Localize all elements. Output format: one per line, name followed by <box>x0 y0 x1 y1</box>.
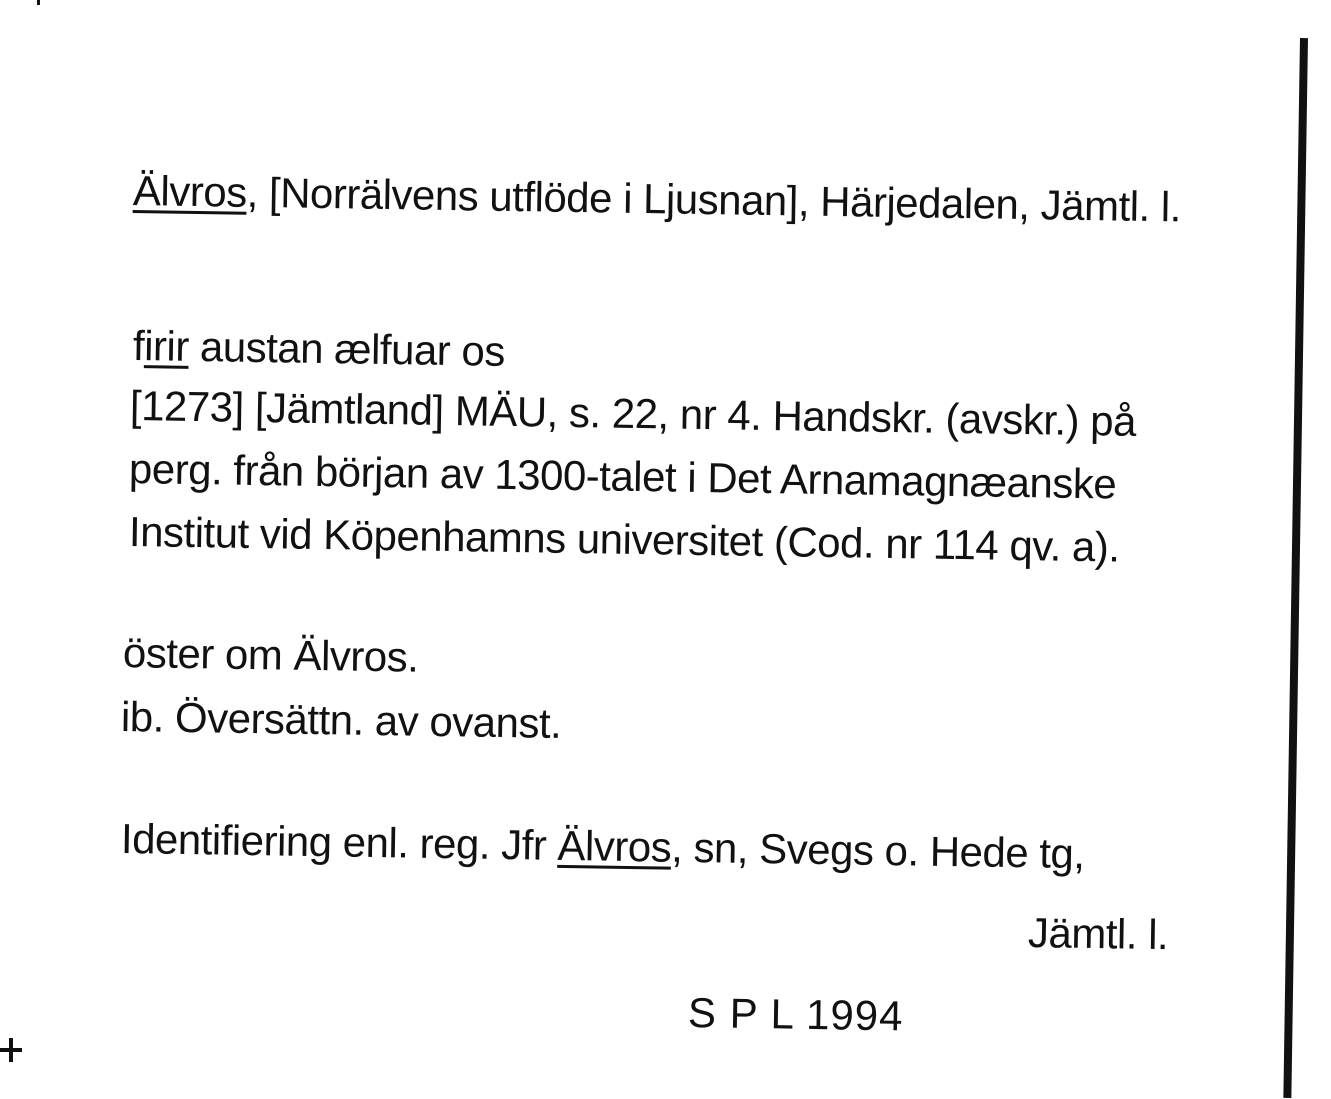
citation-source-line-3: Institut vid Köpenhamns universitet (Cod. nr 114 qv. a). <box>128 508 1120 571</box>
translation-line-1: öster om Älvros. <box>122 629 419 681</box>
signature: S P L 1994 <box>687 989 904 1040</box>
citation-word-rest: austan ælfuar os <box>188 322 506 375</box>
place-description: , [Norrälvens utflöde i Ljusnan], Härjedalen, Jämtl. l. <box>246 168 1182 231</box>
registration-mark <box>0 1038 24 1062</box>
identification-prefix: Identifiering enl. reg. Jfr <box>120 815 558 869</box>
card-edge-line <box>1283 38 1308 1098</box>
scan-tick-mark <box>37 0 40 5</box>
citation-form-line <box>132 322 506 375</box>
identification-line <box>120 815 1085 878</box>
citation-source-line-2: perg. från början av 1300-talet i Det Arnamagnæanske <box>128 445 1117 508</box>
citation-source-line-1: [1273] [Jämtland] MÄU, s. 22, nr 4. Handskr. (avskr.) på <box>129 382 1137 445</box>
place-name: Älvros <box>132 167 248 216</box>
citation-word-prefix: f <box>132 322 145 370</box>
identification-reference: Älvros <box>557 821 672 871</box>
citation-word-underlined: irir <box>143 322 190 370</box>
translation-line-2: ib. Översättn. av ovanst. <box>120 693 562 747</box>
identification-suffix: , sn, Svegs o. Hede tg, <box>670 823 1085 878</box>
heading-line <box>132 167 1182 231</box>
identification-line-2: Jämtl. l. <box>1027 909 1169 959</box>
